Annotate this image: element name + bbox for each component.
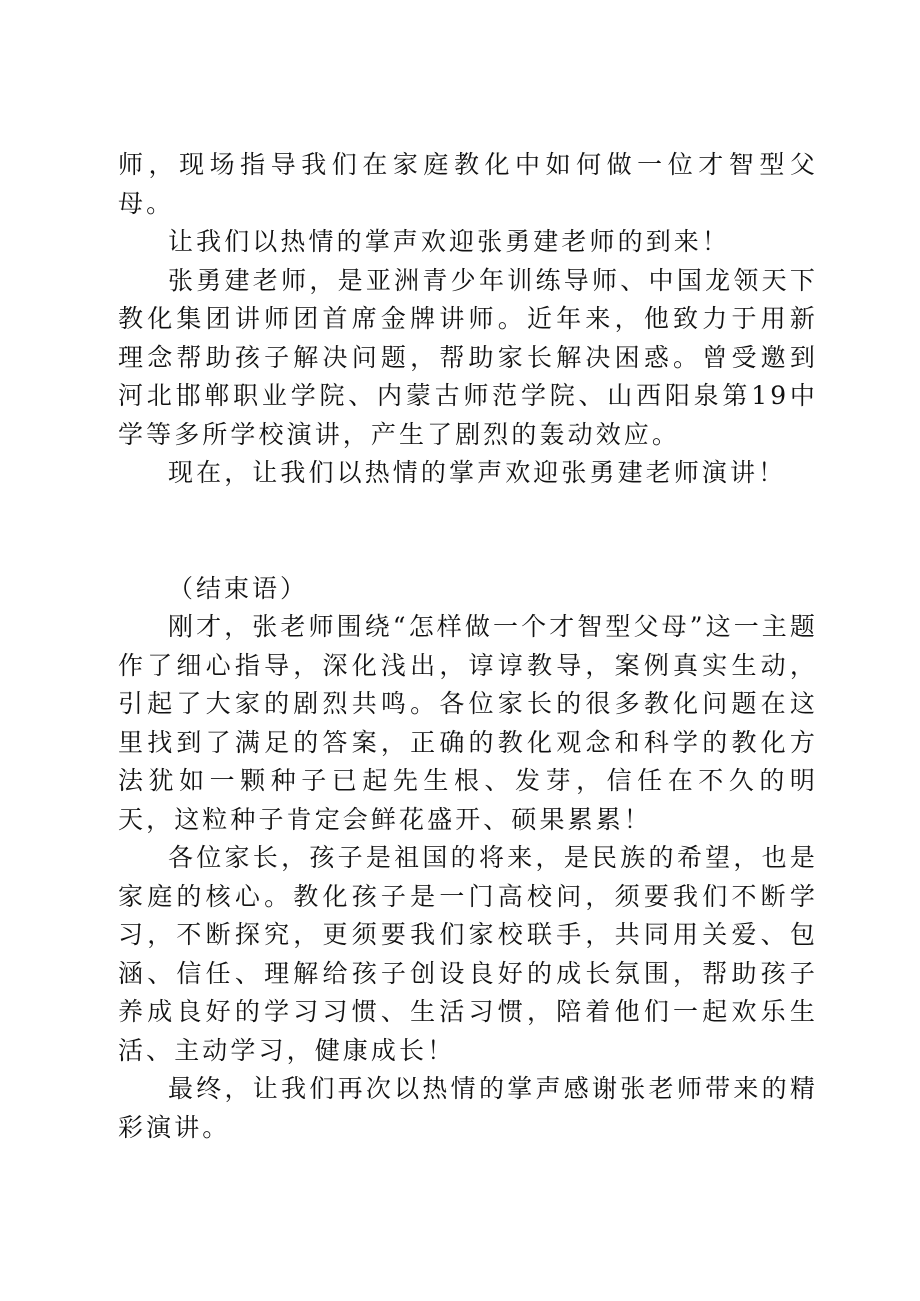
paragraph-welcome: 让我们以热情的掌声欢迎张勇建老师的到来！ (168, 227, 731, 256)
closing-heading: （结束语） (168, 573, 309, 603)
paragraph-summary: 刚才，张老师围绕“怎样做一个才智型父母”这一主题作了细心指导，深化浅出，谆谆教导，案例真实生动，引起了大家的剧烈共鸣。各位家长的很多教化问题在这里找到了满足的答案，正确的教化观念和科学的教化方法犹如一颗种子已起先生根、发芽，信任在不久的明天，这粒种子肯定会鲜花盛开、硕果累累！ (118, 612, 818, 834)
paragraph-invite-speech: 现在，让我们以热情的掌声欢迎张勇建老师演讲！ (168, 458, 787, 487)
paragraph-parents: 各位家长，孩子是祖国的将来，是民族的希望，也是家庭的核心。教化孩子是一门高校问，须要我们不断学习，不断探究，更须要我们家校联手，共同用关爱、包涵、信任、理解给孩子创设良好的成长氛围，帮助孩子养成良好的学习习惯、生活习惯，陪着他们一起欢乐生活、主动学习，健康成长！ (118, 843, 818, 1065)
paragraph-speaker-bio: 张勇建老师，是亚洲青少年训练导师、中国龙领天下教化集团讲师团首席金牌讲师。近年来，他致力于用新理念帮助孩子解决问题，帮助家长解决困惑。曾受邀到河北邯郸职业学院、内蒙古师范学院、山西阳泉第19中学等多所学校演讲，产生了剧烈的轰动效应。 (118, 265, 818, 449)
section-gap (118, 493, 818, 570)
paragraph-thanks: 最终，让我们再次以热情的掌声感谢张老师带来的精彩演讲。 (118, 1074, 818, 1142)
document-page (118, 146, 818, 1147)
paragraph-continuation: 师，现场指导我们在家庭教化中如何做一位才智型父母。 (118, 150, 818, 218)
